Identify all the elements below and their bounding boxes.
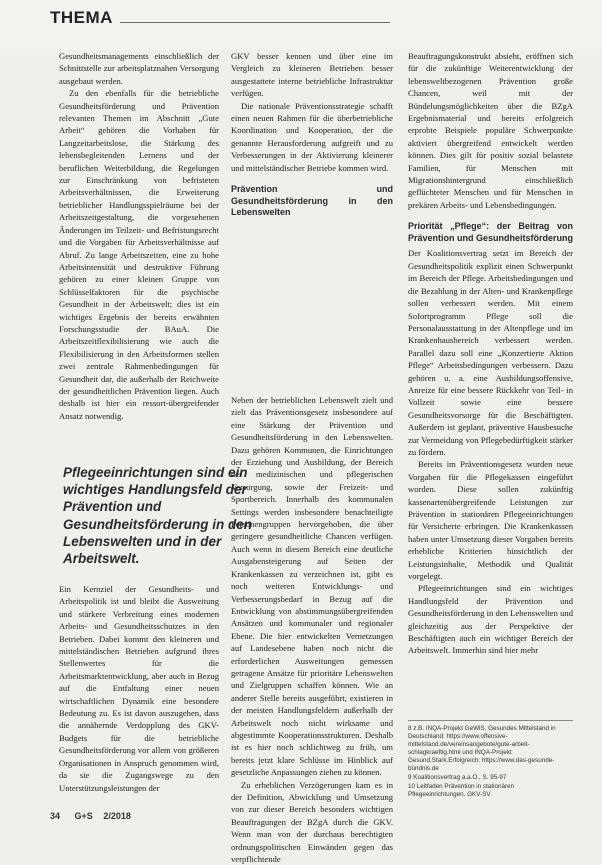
- paragraph: Gesundheitsmanagements einschließlich der Schnittstelle zur arbeitsplatznahen Versorgung ausgebaut werden.: [59, 51, 219, 86]
- column-2-lower: [231, 394, 393, 865]
- column-2: [231, 50, 393, 222]
- paragraph: Zu den ebenfalls für die betriebliche Gesundheitsförderung und Prävention relevanten Themen im Abschnitt „Gute Arbeit“ gehören die Vorhaben für Langzeitarbeitslose, die Stärkung des lebensbegleitenden Lernens und der beruflichen Weiterbildung, die Regelungen zur Einschränkung von befristeten Arbeitsverhältnissen, die Erweiterung betrieblicher Handlungsspielräume bei der Arbeitszeitgestaltung, die vorgesehenen Änderungen im Teilzeit- und Befristungsrecht und die Vorgaben für Arbeitsverhältnisse auf Abruf. Zu lange Arbeitszeiten, eine zu hohe Arbeitsintensität und destruktive Führung gehören zu einer kleinen Gruppe von Schlüsselfaktoren für die psychische Gesundheit in der Arbeitswelt; dies ist ein wichtiges Ergebnis der bereits erwähnten Forschungsstudie der BAuA. Die Arbeitszeitflexibilisierung wie auch die Flexibilisierung in den Arbeitsformen stellen zwei zentrale Rahmenbedingungen für Gesundheit dar, die außerhalb der Reichweite der gesundheitlichen Prävention liegen. Auch deshalb ist hier ein ressort-übergreifender Ansatz notwendig.: [59, 88, 219, 421]
- paragraph: Der Koalitionsvertrag setzt im Bereich der Gesundheitspolitik explizit einen Schwerpunkt im Bereich der Pflege. Arbeitsbedingungen und die Bezahlung in der Alten- und Krankenpflege sollen verbessert werden. Mit einem Sofortprogramm Pflege soll die Personalausstattung in der Altenpflege und im Krankenhausbereich verbessert werden. Parallel dazu soll eine „Konzertierte Aktion Pflege“ Arbeitsbedingungen verbessern. Dazu gehören u. a. eine Ausbildungsoffensive, Anreize für eine bessere Rückkehr von Teil- in Vollzeit sowie eine bessere Gesundheitsvorsorge für die Beschäftigten. Außerdem ist geplant, präventive Hausbesuche zur Vermeidung von Pflegebedürftigkeit stärker zu fördern.: [408, 248, 573, 457]
- footnotes: [408, 725, 573, 800]
- paragraph: GKV besser kennen und über eine im Vergleich zu kleineren Betrieben besser ausgestattete interne betriebliche Infrastruktur verfügen.: [231, 51, 393, 99]
- footnote: 9 Koalitionsvertrag a.a.O., S. 95-97: [408, 774, 507, 781]
- page-footer: [50, 811, 131, 821]
- magazine-name: G+S: [74, 811, 93, 821]
- column-1: [59, 50, 219, 422]
- pull-quote: Pflegeeinrichtungen sind ein wichtiges Handlungsfeld der Prävention und Gesundheitsförderung in den Lebenswelten und in der Arbeitswelt.: [63, 465, 253, 567]
- paragraph: Beauftragungskonstrukt absieht, eröffnen sich für die zukünftige Weiterentwicklung der lebensweltbezogenen Prävention große Chancen, weil mit der Bündelungsmöglichkeiten über die BZgA Ergebnismaterial und bereits erfolgreich erprobte Beispiele populäre Schwerpunkte aktiviert übergreifend entwickelt werden können. Dies gilt für positiv sozial belastete Familien, für Menschen mit Migrationshintergrund einschließlich geflüchteter Menschen und für Menschen in prekären Arbeits- und Lebensbedingungen.: [408, 51, 573, 210]
- column-3: [408, 50, 573, 657]
- subheading: Priorität „Pflege“: der Beitrag von Prävention und Gesundheitsförderung: [408, 221, 574, 243]
- paragraph: Bereits im Präventionsgesetz wurden neue Vorgaben für die Pflegekassen eingeführt worden. Diese sollen zukünftig kassenartenübergreifende Leistungen zur Prävention in stationären Pflegeeinrichtungen für Versicherte erbringen. Die Krankenkassen haben unter Umsetzung dieser Vorgaben bereits erhebliche Kritierien hinsichtlich der Leistungsinhalte, Methodik und Qualität vorgelegt.: [408, 459, 573, 582]
- column-1-lower: [59, 583, 219, 794]
- paragraph: Die nationale Präventionsstrategie schafft einen neuen Rahmen für die überbetriebliche Koordination und Kooperation, der die genannte Herausforderung aufgreift und zu Verbesserungen in der Aktivierung kleinerer und mittelständischer Betriebe kommen wird.: [231, 100, 393, 173]
- subheading: Prävention und Gesundheitsförderung in den Lebenswelten: [231, 184, 393, 218]
- footnote-rule: [408, 720, 573, 721]
- paragraph: Pflegeeinrichtungen sind ein wichtiges Handlungsfeld der Prävention und Gesundheitsförderung in den Lebenswelten und gleichzeitig aus der Perspektive der Beschäftigten auch ein wichtiger Bereich der Arbeitswelt. Immerhin sind hier mehr: [408, 583, 573, 656]
- footnote: 8 z.B. INQA-Projekt GeWiS, Gesundes Mittelstand in Deutschland: https://www.offensive-mittelstand.de/vereinsangebote/gute-arbeit-schlagkraeftig.html und INQA-Projekt Gesund.Stark.Erfolgreich: https://www.das-gesunde-bündnis.de: [408, 725, 556, 772]
- footnote: 10 Leitfaden Prävention in stationären Pflegeeinrichtungen. GKV-SV: [408, 783, 515, 798]
- issue-number: 2/2018: [103, 811, 131, 821]
- paragraph: Ein Kernziel der Gesundheits- und Arbeitspolitik ist und bleibt die Ausweitung und stärkere Verbreitung eines modernen Arbeits- und Gesundheitsschutzes in den Betrieben. Dabei kommt den kleineren und mittelständischen Betrieben aufgrund ihres Stellenwertes für die Arbeitsmarktentwicklung, aber auch in Bezug auf die Entfaltung einer neuen wirtschaftlichen Dynamik eine besondere Bedeutung zu. Es ist davon auszugehen, dass die annähernde Verdopplung des GKV-Budgets für die betriebliche Gesundheitsförderung vor allem von größeren Organisationen in Anspruch genommen wird, da sie die Zugangswege zu den Unterstützungsleistungen der: [59, 584, 219, 793]
- title-rule: [120, 22, 390, 23]
- page-number: 34: [50, 811, 61, 821]
- paragraph: Zu erheblichen Verzögerungen kam es in der Definition, Abwicklung und Umsetzung von zur dieser Bereich besonders wichtigen Beauftragungen der BZgA durch die GKV. Wenn man von der durchaus berechtigten ordnungspolitischen Einwänden gegen das verpflichtende: [231, 779, 393, 865]
- paragraph: Neben der betrieblichen Lebenswelt zielt und zielt das Präventionsgesetz insbesondere auf eine Stärkung der Prävention und Gesundheitsförderung in den Lebenswelten. Dazu gehören Kommunen, die Einrichtungen der Erziehung und Ausbildung, der Bereich der medizinischen und pflegerischen Versorgung, sowie der Freizeit- und Sportbereich. Innerhalb des kommunalen Settings werden insbesondere benachteiligte Personengruppen hervorgehoben, die über geringere gesundheitliche Chancen verfügen. Auch wenn in diesem Bereich eine deutliche Ausgabensteigerung auf Seiten der Krankenkassen zu verzeichnen ist, gibt es noch weiteren Entwicklungs- und Verbesserungsbedarf in Bezug auf die Entwicklung von abstimmungsübergreifenden Ansätzen und kommunaler und regionaler Ebene. Die hier entwickelten Vernetzungen auf Landesebene haben noch nicht die erforderlichen Ausweitungen gemessen getragene Ansätze für prioritäre Lebenswelten und Zielgruppen schaffen können. Wie an anderer Stelle bereits ausgeführt, existieren in der meisten Handlungsfeldern außerhalb der Arbeitswelt noch nicht wirksame und abgestimmte Kooperationsstrukturen. Deshalb ist es hier noch schlichtweg zu früh, um bereits jetzt klare Schlüsse im Hinblick auf gesetzliche Anpassungen ziehen zu können.: [231, 395, 393, 778]
- section-title: THEMA: [50, 8, 113, 27]
